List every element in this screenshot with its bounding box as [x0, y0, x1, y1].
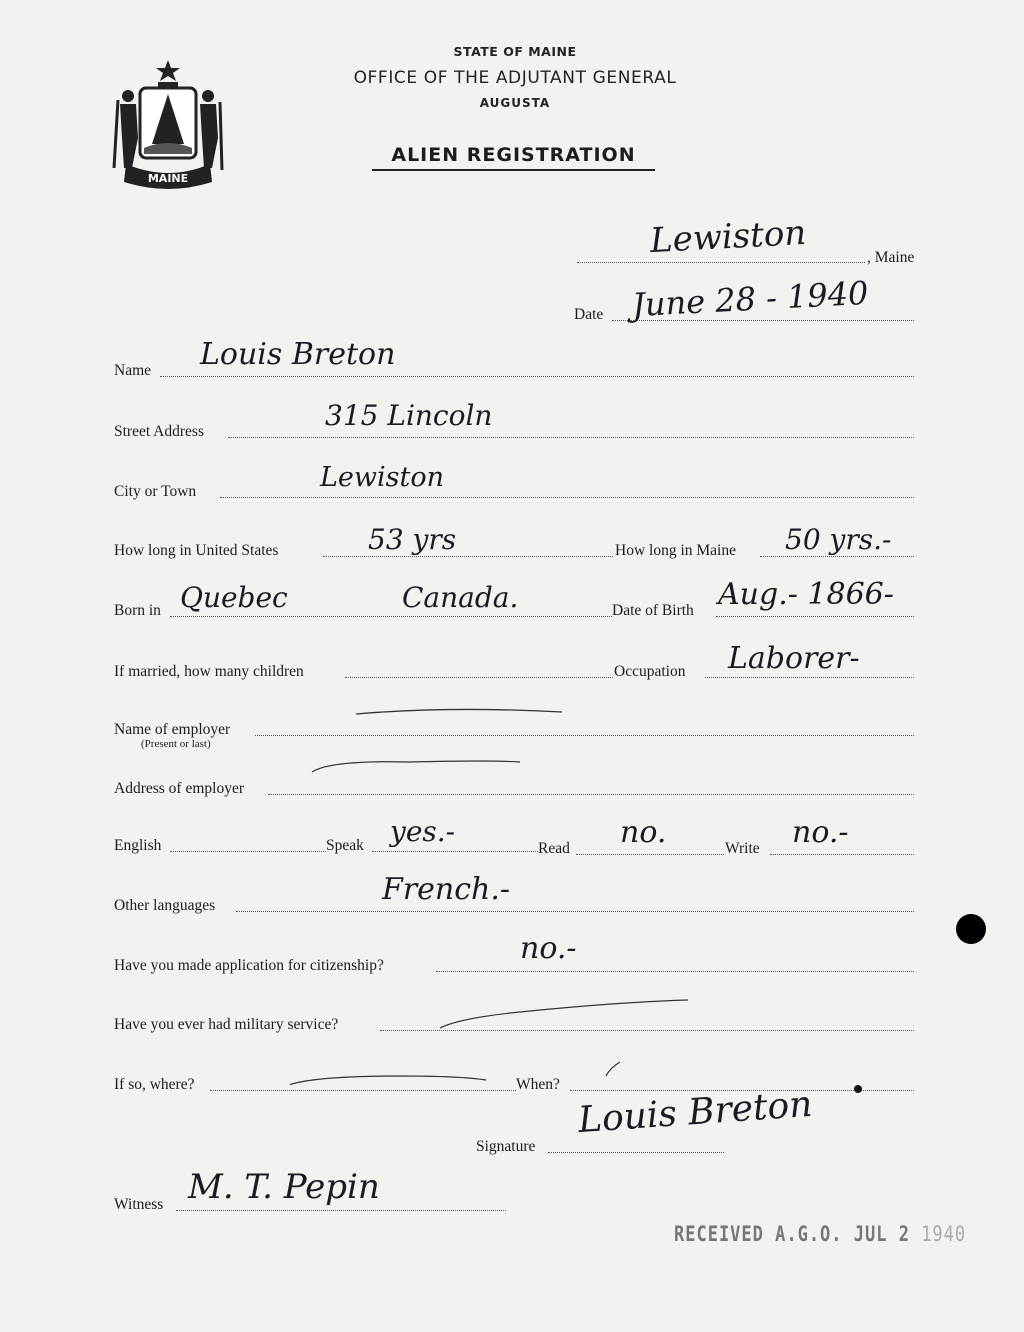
employer-sub-label: (Present or last)	[141, 738, 211, 750]
name-label: Name	[114, 362, 152, 379]
occupation-label: Occupation	[614, 663, 686, 680]
english-label: English	[114, 837, 162, 854]
signature-line	[548, 1152, 724, 1153]
date-entry: June 28 - 1940	[631, 273, 870, 325]
dob-label: Date of Birth	[612, 602, 694, 619]
svg-text:MAINE: MAINE	[147, 172, 189, 185]
how-long-maine-line	[760, 556, 914, 557]
pen-strokes	[290, 700, 930, 1110]
read-entry: no.	[620, 815, 667, 850]
employer-address-label: Address of employer	[114, 780, 244, 797]
place-entry: Lewiston	[649, 212, 808, 262]
speak-label: Speak	[326, 837, 364, 854]
maine-state-seal	[112, 58, 224, 190]
occupation-entry: Laborer-	[728, 641, 860, 676]
city-heading: AUGUSTA	[479, 96, 551, 110]
city-line	[220, 497, 914, 498]
maine-label: , Maine	[867, 249, 915, 266]
years-us-entry: 53 yrs	[368, 523, 457, 556]
street-entry: 315 Lincoln	[325, 399, 493, 432]
born-place-entry: Quebec	[180, 581, 288, 614]
how-long-maine-label: How long in Maine	[615, 542, 736, 559]
how-long-us-line	[323, 556, 613, 557]
witness-entry: M. T. Pepin	[188, 1167, 380, 1207]
punch-hole	[956, 914, 986, 944]
signature-label: Signature	[476, 1138, 536, 1155]
employer-label: Name of employer	[114, 721, 231, 738]
citizenship-label: Have you made application for citizenship?	[114, 957, 384, 974]
witness-line	[176, 1210, 506, 1211]
read-label: Read	[538, 840, 570, 857]
citizenship-entry: no.-	[520, 931, 577, 966]
occupation-line	[705, 677, 914, 678]
military-label: Have you ever had military service?	[114, 1016, 339, 1033]
signature-entry: Louis Breton	[576, 1083, 814, 1142]
street-line	[228, 437, 914, 438]
place-line	[577, 262, 865, 263]
speak-entry: yes.-	[390, 815, 456, 848]
dob-entry: Aug.- 1866-	[718, 577, 894, 612]
born-country-entry: Canada.	[402, 581, 519, 614]
children-line	[345, 677, 613, 678]
write-entry: no.-	[792, 815, 849, 850]
office-heading: OFFICE OF THE ADJUTANT GENERAL	[353, 68, 677, 88]
born-in-line	[170, 616, 612, 617]
received-stamp	[674, 1222, 966, 1247]
other-languages-label: Other languages	[114, 897, 216, 914]
years-maine-entry: 50 yrs.-	[785, 523, 892, 556]
form-title: ALIEN REGISTRATION	[372, 144, 655, 171]
witness-label: Witness	[114, 1196, 164, 1213]
other-languages-entry: French.-	[382, 872, 511, 907]
name-line	[160, 376, 914, 377]
city-entry: Lewiston	[320, 462, 445, 493]
write-label: Write	[725, 840, 760, 857]
received-stamp-year: 1940	[921, 1222, 967, 1247]
born-in-label: Born in	[114, 602, 161, 619]
children-label: If married, how many children	[114, 663, 304, 680]
received-stamp-text: RECEIVED A.G.O. JUL 2	[674, 1222, 910, 1247]
where-label: If so, where?	[114, 1076, 195, 1093]
state-heading: STATE OF MAINE	[453, 44, 577, 59]
dob-line	[716, 616, 914, 617]
how-long-us-label: How long in United States	[114, 542, 279, 559]
when-label: When?	[516, 1076, 560, 1093]
date-label: Date	[574, 306, 604, 323]
name-entry: Louis Breton	[200, 337, 396, 372]
street-label: Street Address	[114, 423, 204, 440]
city-label: City or Town	[114, 483, 197, 500]
